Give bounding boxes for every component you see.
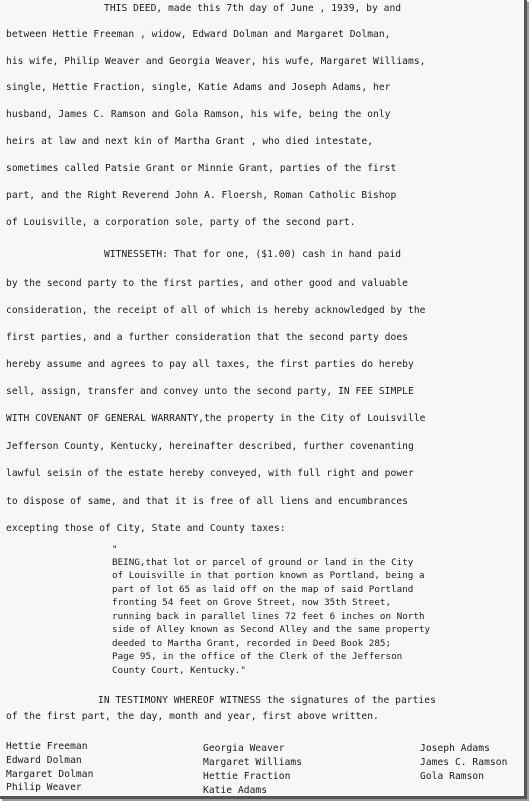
signature-hettie-fraction: Hettie Fraction <box>203 771 291 782</box>
property-desc-line-4: fronting 54 feet on Grove Street, now 35th Street, <box>112 597 392 608</box>
signature-margaret-dolman: Margaret Dolman <box>6 769 94 780</box>
deed-body-line-15: sell, assign, transfer and convey unto the second party, IN FEE SIMPLE <box>6 386 414 397</box>
signature-edward-dolman: Edward Dolman <box>6 755 82 766</box>
deed-body-line-14: hereby assume and agrees to pay all taxes, the first parties do hereby <box>6 359 414 370</box>
deed-body-line-5: husband, James C. Ramson and Gola Ramson, his wife, being the only <box>6 109 391 120</box>
deed-body-line-2: between Hettie Freeman , widow, Edward Dolman and Margaret Dolman, <box>6 29 391 40</box>
deed-body-line-18: lawful seisin of the estate hereby conveyed, with full right and power <box>6 468 414 479</box>
deed-body-line-4: single, Hettie Fraction, single, Katie Adams and Joseph Adams, her <box>6 82 391 93</box>
quote-open-mark: " <box>112 544 118 555</box>
deed-body-line-7: sometimes called Patsie Grant or Minnie Grant, parties of the first <box>6 163 397 174</box>
property-desc-line-1: BEING,that lot or parcel of ground or land in the City <box>112 557 414 568</box>
property-desc-line-5: running back in parallel lines 72 feet 6 inches on North <box>112 611 425 622</box>
testimonium-line-1: IN TESTIMONY WHEREOF WITNESS the signatures of the parties <box>98 695 436 706</box>
property-desc-line-6: side of Alley known as Second Alley and the same property <box>112 624 431 635</box>
deed-body-line-19: to dispose of same, and that it is free of all liens and encumbrances <box>6 496 408 507</box>
deed-body-line-8: part, and the Right Reverend John A. Floersh, Roman Catholic Bishop <box>6 190 397 201</box>
signature-james-ramson: James C. Ramson <box>420 757 508 768</box>
signature-philip-weaver: Philip Weaver <box>6 782 82 793</box>
signature-hettie-freeman: Hettie Freeman <box>6 741 88 752</box>
deed-body-line-16: WITH COVENANT OF GENERAL WARRANTY,the property in the City of Louisville <box>6 413 426 424</box>
property-desc-line-7: deeded to Martha Grant, recorded in Deed Book 285; <box>112 638 392 649</box>
deed-body-line-13: first parties, and a further consideration that the second party does <box>6 332 408 343</box>
witnesseth-line: WITNESSETH: That for one, ($1.00) cash in hand paid <box>104 249 402 260</box>
deed-body-line-1: THIS DEED, made this 7th day of June , 1939, by and <box>104 3 402 14</box>
deed-body-line-12: consideration, the receipt of all of which is hereby acknowledged by the <box>6 305 426 316</box>
signature-joseph-adams: Joseph Adams <box>420 743 490 754</box>
property-desc-line-8: Page 95, in the office of the Clerk of the Jefferson <box>112 651 403 662</box>
signature-margaret-williams: Margaret Williams <box>203 757 303 768</box>
deed-body-line-17: Jefferson County, Kentucky, hereinafter described, further covenanting <box>6 441 414 452</box>
property-desc-line-3: part of lot 65 as laid off on the map of said Portland <box>112 584 414 595</box>
deed-body-line-3: his wife, Philip Weaver and Georgia Weaver, his wufe, Margaret Williams, <box>6 56 426 67</box>
deed-body-line-11: by the second party to the first parties, and other good and valuable <box>6 278 408 289</box>
property-desc-line-2: of Louisville in that portion known as Portland, being a <box>112 570 425 581</box>
deed-body-line-9: of Louisville, a corporation sole, party of the second part. <box>6 217 356 228</box>
signature-georgia-weaver: Georgia Weaver <box>203 743 285 754</box>
deed-body-line-20: excepting those of City, State and County taxes: <box>6 523 286 534</box>
deed-body-line-6: heirs at law and next kin of Martha Grant , who died intestate, <box>6 136 374 147</box>
signature-gola-ramson: Gola Ramson <box>420 771 485 782</box>
property-desc-line-9: County Court, Kentucky." <box>112 665 246 676</box>
signature-katie-adams: Katie Adams <box>203 785 268 796</box>
testimonium-line-2: of the first part, the day, month and year, first above written. <box>6 711 379 722</box>
